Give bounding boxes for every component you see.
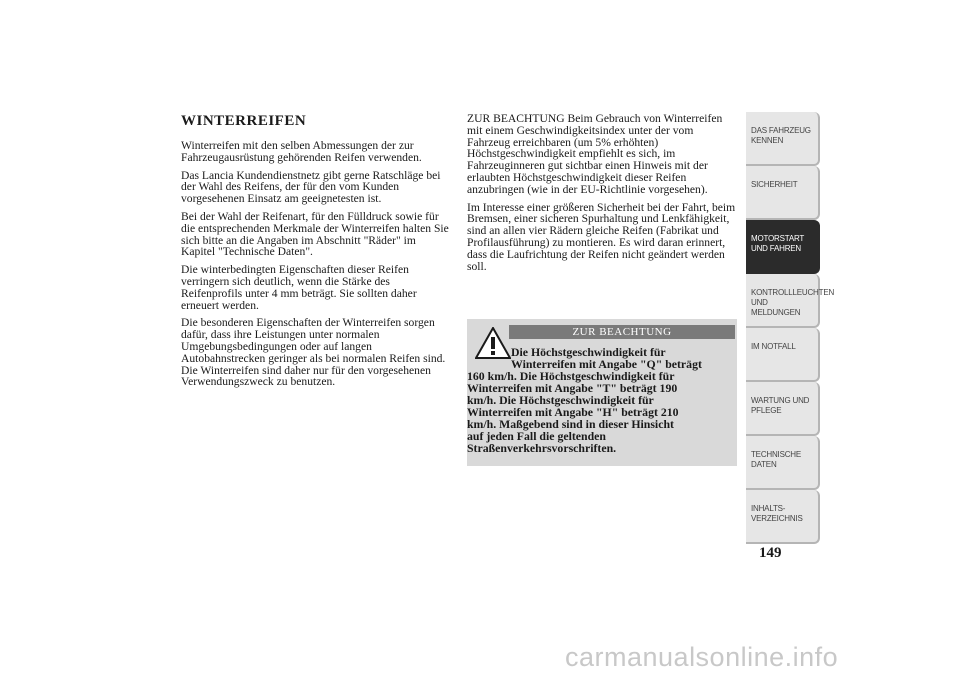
paragraph: ZUR BEACHTUNG Beim Gebrauch von Winterreifen mit einem Geschwindigkeitsindex unter der vom Fahrzeug erreichbaren (um 5% erhöhten) Höchstgeschwindigkeit empfiehlt es sich, im Fahrzeuginneren gut sichtbar einen Hinweis mit der erlaubten Höchstgeschwindigkeit dieser Reifen anzubringen (wie in der EU-Richtlinie vorgesehen). — [467, 112, 723, 196]
warning-line: auf jeden Fall die geltenden — [467, 429, 606, 443]
warning-line: Winterreifen mit Angabe "Q" beträgt — [511, 357, 702, 371]
warning-header: ZUR BEACHTUNG — [509, 325, 735, 339]
tab-motorstart-und-fahren[interactable]: MOTORSTART UND FAHREN — [746, 220, 820, 274]
tab-im-notfall[interactable]: IM NOTFALL — [746, 328, 820, 382]
section-title: WINTERREIFEN — [181, 113, 307, 129]
tab-technische-daten[interactable]: TECHNISCHE DATEN — [746, 436, 820, 490]
paragraph: Im Interesse einer größeren Sicherheit bei der Fahrt, beim Bremsen, einer sicheren Spurhaltung und Lenkfähigkeit, sind an allen vier Rädern gleiche Reifen (Fabrikat und Profilausführung) zu montieren. Es wird daran erinnert, dass die Laufrichtung der Reifen nicht geändert werden soll. — [467, 200, 736, 273]
paragraph: Winterreifen mit den selben Abmessungen der zur Fahrzeugausrüstung gehörenden Reifen verwenden. — [181, 139, 422, 164]
paragraph: Die winterbedingten Eigenschaften dieser Reifen verringern sich deutlich, wenn die Stärke des Reifenprofils unter 4 mm beträgt. Sie sollten daher erneuert werden. — [181, 263, 417, 312]
tab-kontrollleuchten[interactable]: KONTROLLLEUCHTEN UND MELDUNGEN — [746, 274, 820, 328]
warning-line: km/h. Maßgebend sind in dieser Hinsicht — [467, 417, 674, 431]
warning-line: Winterreifen mit Angabe "T" beträgt 190 — [467, 381, 678, 395]
tab-inhaltsverzeichnis[interactable]: INHALTS-VERZEICHNIS — [746, 490, 820, 544]
watermark: carmanualsonline.info — [565, 642, 839, 672]
left-column — [181, 140, 451, 394]
paragraph: Die besonderen Eigenschaften der Winterreifen sorgen dafür, dass ihre Leistungen unter normalen Umgebungsbedingungen oder auf langen Autobahnstrecken geringer als bei normalen Reifen sind. Die Winterreifen sind daher nur für den vorgesehenen Verwendungszweck zu benutzen. — [181, 316, 446, 389]
tab-wartung-und-pflege[interactable]: WARTUNG UND PFLEGE — [746, 382, 820, 436]
tab-sicherheit[interactable]: SICHERHEIT — [746, 166, 820, 220]
paragraph: Das Lancia Kundendienstnetz gibt gerne Ratschläge bei der Wahl des Reifens, der für den vom Kunden vorgesehenen Einsatz am geeignetesten ist. — [181, 168, 441, 206]
paragraph: Bei der Wahl der Reifenart, für den Fülldruck sowie für die entsprechenden Merkmale der Winterreifen halten Sie sich bitte an die Angaben im Abschnitt "Räder" im Kapitel "Technische Daten". — [181, 209, 449, 259]
warning-box — [467, 319, 737, 466]
warning-line: Winterreifen mit Angabe "H" beträgt 210 — [467, 405, 679, 419]
tab-das-fahrzeug-kennen[interactable]: DAS FAHRZEUG KENNEN — [746, 112, 820, 166]
page-number: 149 — [759, 545, 782, 561]
warning-text — [467, 346, 735, 454]
warning-line: Straßenverkehrsvorschriften. — [467, 441, 617, 455]
right-column — [467, 113, 737, 278]
warning-line: km/h. Die Höchstgeschwindigkeit für — [467, 393, 654, 407]
warning-line: 160 km/h. Die Höchstgeschwindigkeit für — [467, 369, 675, 383]
warning-line: Die Höchstgeschwindigkeit für — [511, 345, 666, 359]
